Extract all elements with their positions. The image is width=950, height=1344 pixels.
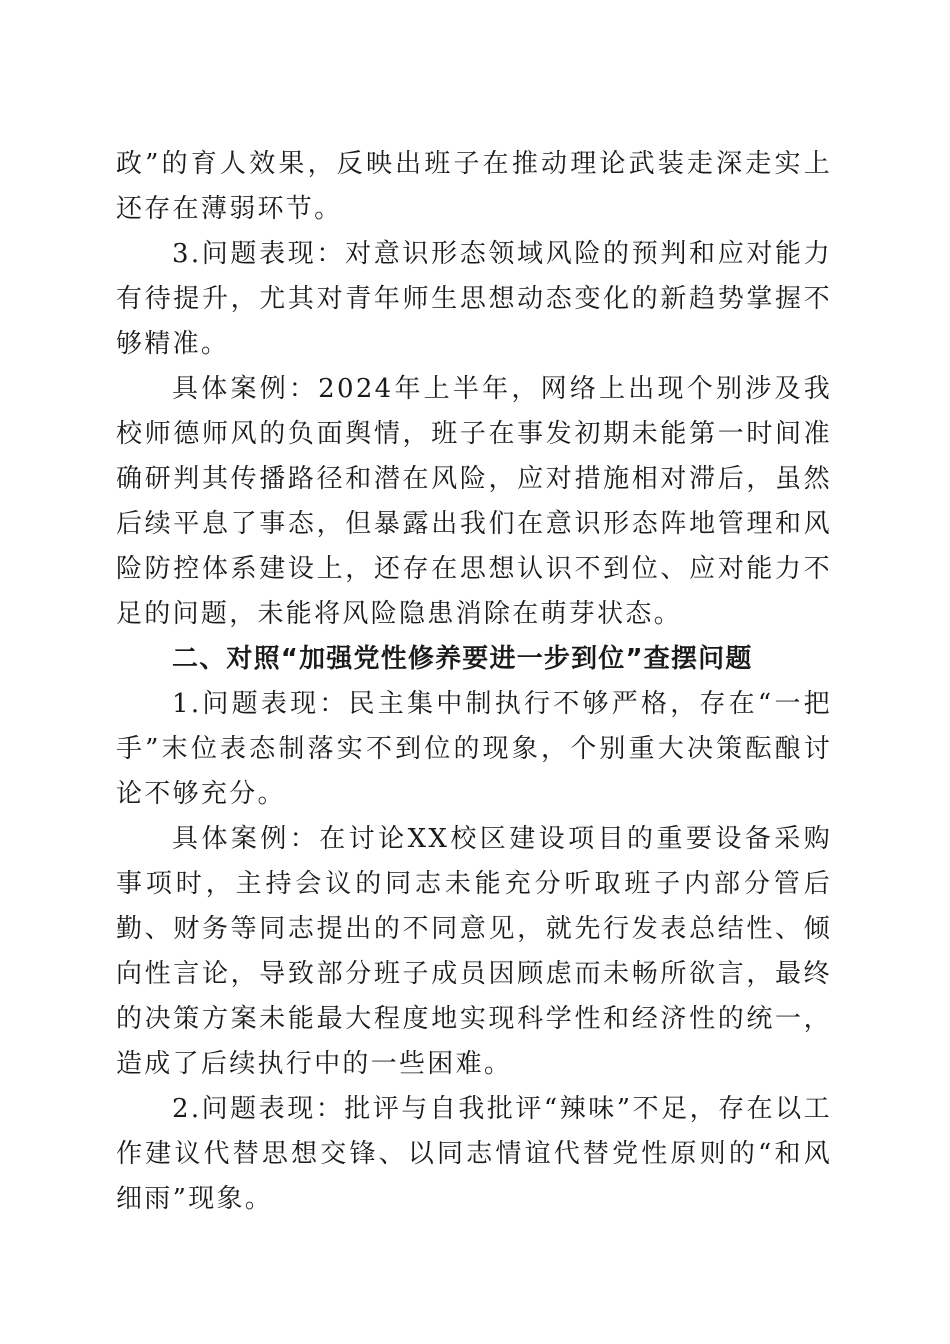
paragraph-problem-1: 1.问题表现：民主集中制执行不够严格，存在“一把手”末位表态制落实不到位的现象，个别重大决策酝酿讨论不够充分。 (116, 689, 832, 809)
paragraph-case-3: 具体案例：2024年上半年，网络上出现个别涉及我校师德师风的负面舆情，班子在事发初期未能第一时间准确研判其传播路径和潜在风险，应对措施相对滞后，虽然后续平息了事态，但暴露出我们在意识形态阵地管理和风险防控体系建设上，还存在思想认识不到位、应对能力不足的问题，未能将风险隐患消除在萌芽状态。 (116, 374, 832, 629)
section-heading-2: 二、对照“加强党性修养要进一步到位”查摆问题 (172, 644, 753, 674)
document-body (116, 142, 832, 1222)
paragraph-continuation: 政”的育人效果，反映出班子在推动理论武装走深走实上还存在薄弱环节。 (116, 149, 832, 224)
paragraph-problem-2: 2.问题表现：批评与自我批评“辣味”不足，存在以工作建议代替思想交锋、以同志情谊代替党性原则的“和风细雨”现象。 (116, 1094, 832, 1214)
paragraph-case-1: 具体案例：在讨论XX校区建设项目的重要设备采购事项时，主持会议的同志未能充分听取班子内部分管后勤、财务等同志提出的不同意见，就先行发表总结性、倾向性言论，导致部分班子成员因顾虑而未畅所欲言，最终的决策方案未能最大程度地实现科学性和经济性的统一，造成了后续执行中的一些困难。 (116, 824, 832, 1079)
paragraph-problem-3: 3.问题表现：对意识形态领域风险的预判和应对能力有待提升，尤其对青年师生思想动态变化的新趋势掌握不够精准。 (116, 239, 832, 359)
